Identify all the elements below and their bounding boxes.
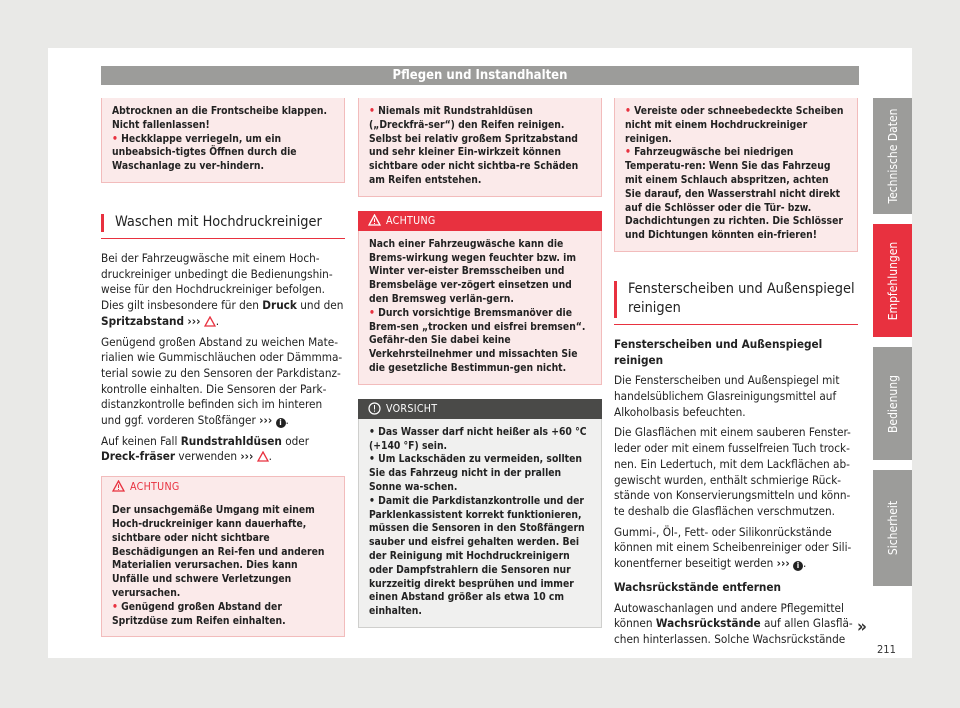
continue-mark: »: [857, 617, 867, 637]
page-number: 211: [877, 643, 896, 656]
caution-box-header: VORSICHT: [358, 399, 602, 419]
warning-triangle-icon: [368, 214, 381, 226]
warning-triangle-icon: [112, 480, 125, 492]
paragraph: Auf keinen Fall Rundstrahldüsen oder Dreck-fräser verwenden ››› .: [101, 433, 310, 464]
tab-technische-daten[interactable]: Technische Daten: [873, 98, 912, 214]
caution-circle-icon: [368, 402, 381, 415]
warning-box-continued: [101, 98, 345, 183]
subheading: Wachsrückstände entfernen: [614, 579, 781, 594]
tab-empfehlungen[interactable]: Empfehlungen: [873, 224, 912, 337]
paragraph: Gummi-, Öl-, Fett- oder Silikonrückstände können mit einem Scheibenreiniger oder Sili-konentferner beseitigt werden ››› i .: [614, 524, 852, 571]
warning-text: Der unsachgemäße Umgang mit einem Hoch-druckreiniger kann dauerhafte, sichtbare oder nicht sichtbare Beschädigungen an Rei-fen und anderen Materialien verursachen. Dies kann Unfälle und schwere Verletzungen verursachen.: [112, 504, 325, 599]
subheading: Fensterscheiben und Außenspiegel reinigen: [614, 336, 823, 367]
box-line: Abtrocknen an die Frontscheibe klappen.: [112, 105, 327, 117]
warning-triangle-icon: [257, 451, 269, 462]
box-bullet: • Heckklappe verriegeln, um ein unbeabsich-tigtes Öffnen durch die Waschanlage zu ver-hindern.: [112, 132, 297, 173]
paragraph: Die Glasflächen mit einem sauberen Fenster-leder oder mit einem fusselfreien Tuch trock-nen. Ein Ledertuch, mit dem Lackflächen ab-gewischt wurden, enthält schmierige Rück-stände von Konservierungsmitteln und könn-te deshalb die Glasflächen verschmutzen.: [614, 425, 851, 518]
warning-triangle-icon: [204, 316, 216, 327]
warning-bullet: • Durch vorsichtige Bremsmanöver die Brem-sen „trocken und eisfrei bremsen“. Gefähr-den Sie dabei keine Verkehrsteilnehmer und missachten Sie die gesetzliche Bestimmun-gen nicht.: [369, 306, 586, 374]
box-line: Nicht fallenlassen!: [112, 118, 210, 131]
column-1: [101, 98, 345, 637]
caution-bullet: • Damit die Parkdistanzkontrolle und der Parklenkassistent korrekt funktionieren, müssen die Sensoren in den Stoßfängern sauber und eisfrei gehalten werden. Bei der Reinigung mit Hochdruckreinigern oder Dampfstrahlern die Sensoren nur kurzzeitig direkt besprühen und immer einen Abstand größer als etwa 10 cm einhalten.: [369, 494, 585, 618]
warning-text: Nach einer Fahrzeugwäsche kann die Brems-wirkung wegen feuchter bzw. im Winter ver-eister Bremsscheiben und Bremsbeläge ver-zögert einsetzen und den Bremsweg verlän-gern.: [369, 237, 577, 305]
caution-bullet: • Das Wasser darf nicht heißer als +60 °C (+140 °F) sein.: [369, 425, 587, 452]
warning-bullet: • Genügend großen Abstand der Spritzdüse zum Reifen einhalten.: [112, 600, 286, 627]
info-icon: i: [793, 561, 803, 571]
column-2: [358, 98, 602, 628]
box-bullet: • Fahrzeugwäsche bei niedrigen Temperatu-ren: Wenn Sie das Fahrzeug mit einem Schlauch abspritzen, achten Sie darauf, den Wasserstrahl nicht direkt auf die Schlösser oder die Tür- bzw. Dachdichtungen zu richten. Die Schlösser und Dichtungen könnten ein-frieren!: [625, 146, 843, 242]
section-title-hochdruck: Waschen mit Hochdruckreiniger: [101, 213, 345, 239]
warning-box: [358, 231, 602, 385]
warning-box-continued: [614, 98, 858, 252]
section-title-fenster: Fensterscheiben und Außenspiegel reinigen: [614, 280, 858, 325]
warning-box-continued: [358, 98, 602, 197]
warning-box: [101, 497, 345, 637]
caution-bullet: • Um Lackschäden zu vermeiden, sollten Sie das Fahrzeug nicht in der prallen Sonne wa-schen.: [369, 453, 582, 493]
reference-arrow[interactable]: ›››: [259, 413, 273, 428]
caution-box: [358, 419, 602, 628]
reference-arrow[interactable]: ›››: [776, 556, 790, 571]
paragraph: Autowaschanlagen und andere Pflegemittel können Wachsrückstände auf allen Glasflä-chen hinterlassen. Solche Wachsrückstände: [614, 600, 853, 646]
box-bullet: • Vereiste oder schneebedeckte Scheiben nicht mit einem Hochdruckreiniger reinigen.: [625, 105, 844, 145]
reference-arrow[interactable]: ›››: [187, 313, 201, 328]
warning-box-header: ACHTUNG: [101, 476, 345, 497]
page-header: Pflegen und Instandhalten: [101, 66, 859, 85]
paragraph: Die Fensterscheiben und Außenspiegel mit handelsüblichem Glasreinigungsmittel auf Alkoholbasis befeuchten.: [614, 373, 840, 419]
paragraph: Genügend großen Abstand zu weichen Mate-rialien wie Gummischläuchen oder Dämmma-terial sowie zu den Sensoren der Parkdistanz-kontrolle einhalten. Die Sensoren der Park-distanzkontrolle befinden sich im hinteren und ggf. vorderen Stoßfänger ››› i .: [101, 334, 343, 428]
info-icon: i: [276, 418, 286, 428]
warning-box-header: ACHTUNG: [358, 211, 602, 231]
box-bullet: • Niemals mit Rundstrahldüsen („Dreckfrä-ser“) den Reifen reinigen. Selbst bei relativ großem Spritzabstand und sehr kleiner Ein-wirkzeit können sichtbare oder nicht sichtba-re Schäden am Reifen entstehen.: [369, 105, 579, 186]
reference-arrow[interactable]: ›››: [240, 449, 254, 464]
tab-bedienung[interactable]: Bedienung: [873, 347, 912, 460]
tab-sicherheit[interactable]: Sicherheit: [873, 470, 912, 586]
paragraph: Bei der Fahrzeugwäsche mit einem Hoch-druckreiniger unbedingt die Bedienungshin-weise für den Hochdruckreiniger befolgen. Dies gilt insbesondere für den Druck und den Spritzabstand ››› .: [101, 250, 344, 328]
column-3: [614, 98, 858, 653]
